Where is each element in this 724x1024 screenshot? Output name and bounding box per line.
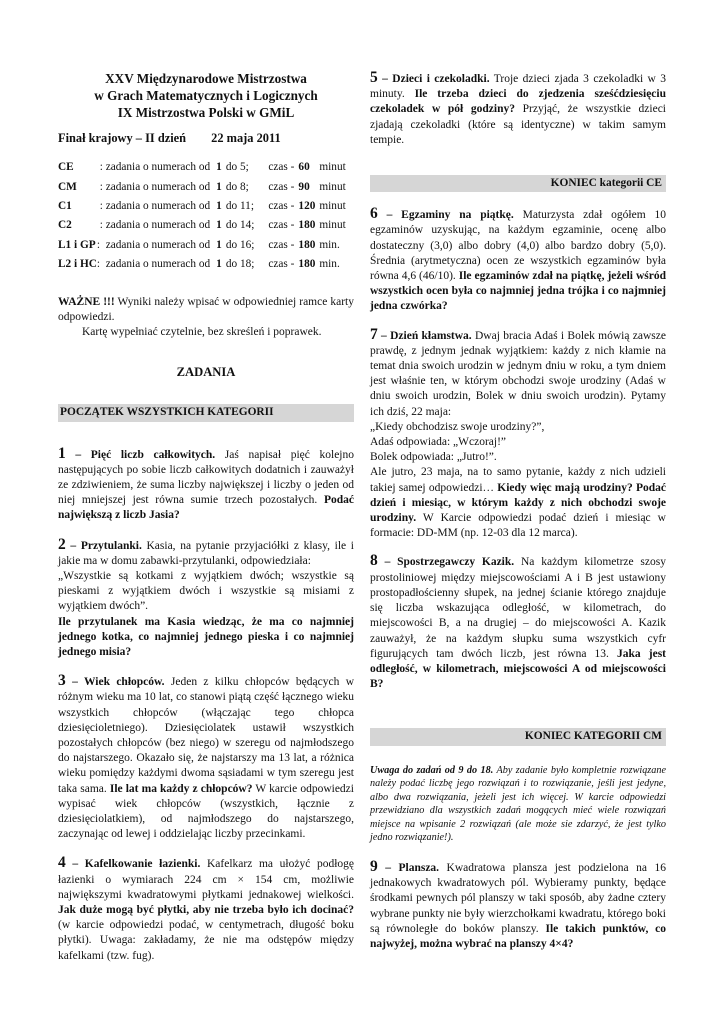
final-label: Finał krajowy – II dzień	[58, 131, 187, 145]
category-sep: :	[96, 258, 103, 271]
problem-8-title: – Spostrzegawczy Kazik.	[377, 556, 515, 569]
problem-1-question: Podać największą z liczb Jasia?	[58, 494, 354, 522]
problem-7-line-c: Bolek odpowiada: „Jutro!”.	[370, 451, 497, 464]
problem-9-title: – Plansza.	[377, 862, 440, 875]
category-row	[58, 255, 346, 274]
problem-3-question: Ile lat ma każdy z chłopców?	[109, 782, 253, 795]
final-row	[58, 131, 354, 146]
category-sep: :	[96, 200, 106, 213]
problem-1-title: – Pięć liczb całkowitych.	[65, 448, 216, 461]
problem-5-question: Ile trzeba dzieci do zjedzenia sześćdziesięciu czekoladek w pół godziny?	[370, 88, 666, 116]
problem-9-question: Ile takich punktów, co najwyżej, można wybrać na planszy 4×4?	[370, 922, 667, 951]
category-code: C2	[58, 219, 72, 232]
problem-5-title: – Dzieci i czekoladki.	[377, 73, 490, 85]
category-unit: minut	[319, 180, 346, 193]
category-to: do 18;	[225, 258, 255, 271]
category-row	[58, 197, 346, 216]
notice-label: WAŻNE !!!	[58, 295, 115, 308]
problem-5: 5 – Dzieci i czekoladki. Troje dzieci zjada 3 czekoladki w 3 minuty. Ile trzeba dzieci do zjedzenia sześćdziesięciu czekoladek w pół godziny? Przyjąć, że wszystkie dzieci zjadają czekoladki (które są identyczne) w takim samym tempie.	[370, 69, 666, 146]
category-to: do 5;	[225, 161, 249, 174]
category-to: do 11;	[225, 200, 254, 213]
category-code: CE	[58, 161, 74, 174]
problem-7-question: Kiedy więc mają urodziny? Podać dzień i miesiąc, w którym każdy z nich obchodzi swoje urodziny.	[370, 481, 666, 525]
final-date: 22 maja 2011	[211, 131, 281, 145]
title-line-3: IX Mistrzostwa Polski w GMiL	[117, 105, 295, 120]
category-time-label: czas -	[268, 219, 295, 232]
category-time: 90	[298, 180, 310, 193]
category-sep: :	[96, 161, 106, 174]
category-from: 1	[216, 161, 222, 174]
category-to: do 8;	[225, 180, 249, 193]
end-cm-banner: KONIEC KATEGORII CM	[370, 728, 666, 745]
category-time: 180	[298, 258, 316, 271]
problem-9: 9 – Plansza. Kwadratowa plansza jest podzielona na 16 jednakowych kwadratowych pól. Wybieramy punkty, będące środkami pewnych pól planszy w taki sposób, aby żadne cztery wybrane punkty nie były wierzchołkami kwadratu, którego boki są równoległe do boków planszy. Ile takich punktów, co najwyżej, można wybrać na planszy 4×4?	[370, 858, 667, 951]
category-unit: minut	[319, 161, 346, 174]
note: Uwaga do zadań od 9 do 18. Aby zadanie było kompletnie rozwiązane należy podać liczbę jego rozwiązań i to rozwiązanie, jeśli jest jedyne, albo dwa rozwiązania, jeżeli jest ich więcej. W karcie odpowiedzi przewidziano dla wszystkich zadań mogących mieć wiele rozwiązań miejsce na wpisanie 2 rozwiązań (ale może sie zdarzyć, że jest tylko jedno rozwiązanie!).	[370, 764, 666, 844]
category-code: L1 i GP	[58, 238, 96, 251]
end-ce-banner: KONIEC kategorii CE	[370, 175, 666, 192]
category-from: 1	[216, 219, 222, 232]
left-column	[58, 70, 354, 964]
notice-text-1: Wyniki należy wpisać w odpowiedniej ramce karty odpowiedzi.	[58, 295, 354, 323]
category-from: 1	[216, 258, 222, 271]
category-code: CM	[58, 180, 77, 193]
zadania-heading: ZADANIA	[176, 365, 236, 380]
problem-8-question: Jaka jest odległość, w kilometrach, miejscowości A od miejscowości B?	[370, 647, 666, 691]
problem-7: 7 – Dzień kłamstwa. Dwaj bracia Adaś i Bolek mówią zawsze prawdę, z jednym jednak wyjątkiem: każdy z nich kłamie na temat dnia swoich urodzin w jednym dniu w roku, a tym dniem jest właśnie ten, w którym obchodzi swoje urodziny (Adaś w dniu swoich urodzin, Bolek w dniu swoich urodzin). Pytamy ich dziś, 22 maja:	[370, 325, 666, 418]
category-desc: zadania o numerach od	[105, 238, 211, 251]
right-column	[370, 70, 666, 952]
problem-7-title: – Dzień kłamstwa.	[377, 329, 472, 342]
category-time: 180	[298, 238, 316, 251]
problem-4-title: – Kafelkowanie łazienki.	[65, 858, 201, 871]
category-time-label: czas -	[268, 200, 295, 213]
title-line-1: XXV Międzynarodowe Mistrzostwa	[105, 71, 307, 86]
category-sep: :	[96, 180, 106, 193]
category-sep: :	[96, 219, 106, 232]
category-time-label: czas -	[268, 258, 295, 271]
problem-2-title: – Przytulanki.	[65, 539, 142, 552]
category-time-label: czas -	[268, 180, 295, 193]
problem-2: 2 – Przytulanki. Kasia, na pytanie przyjaciółki z klasy, ile i jakie ma w domu zabawki-przytulanki, odpowiedziała:	[58, 535, 354, 567]
problem-3-title: – Wiek chłopców.	[65, 676, 165, 689]
problem-6-title: – Egzaminy na piątkę.	[377, 209, 514, 222]
category-row	[58, 178, 346, 197]
problem-4-question: Jak duże mogą być płytki, aby nie trzeba było ich docinać?	[58, 904, 354, 917]
notice-text-2: Kartę wypełniać czytelnie, bez skreśleń i poprawek.	[82, 325, 322, 338]
problem-3: 3 – Wiek chłopców. Jeden z kilku chłopców będących w różnym wieku ma 10 lat, co stanowi piątą część łącznego wieku wszystkich chłopców (włączając tego chłopca dziesięcioletniego). Dziesięciolatek ustawił wszystkich pozostałych chłopców (bez niego) w szeregu od najmłodszego do najstarszego. Okazało się, że najstarszy ma 13 lat, a różnica wieku pomiędzy każdymi dwoma sąsiadami w tym szeregu jest taka sama. Ile lat ma każdy z chłopców? W karcie odpowiedzi wypisać wiek chłopców (wszystkich, łącznie z dziesięciolatkiem), od najmłodszego do najstarszego, zaczynając od lewej i oddzielając liczby przecinkami.	[58, 672, 354, 841]
category-row	[58, 236, 346, 255]
category-sep: :	[96, 238, 103, 251]
start-banner: POCZĄTEK WSZYSTKICH KATEGORII	[58, 404, 354, 421]
category-unit: minut	[319, 219, 346, 232]
category-time-label: czas -	[268, 161, 295, 174]
category-code: C1	[58, 200, 72, 213]
category-to: do 14;	[225, 219, 255, 232]
category-row	[58, 158, 346, 177]
note-lead: Uwaga do zadań od 9 do 18.	[370, 764, 494, 776]
category-to: do 16;	[225, 238, 255, 251]
problem-8: 8 – Spostrzegawczy Kazik. Na każdym kilometrze szosy prostoliniowej między miejscowościami A i B jest ustawiony prostopadłościenny słupek, na jednej ścianie którego znajduje się liczba wskazująca odległość, w kilometrach, do miejscowości B, a na drugiej – do miejscowości A. Kazik zauważył, że na każdym słupku suma wszystkich cyfr figurujących tam dwóch liczb, jest równa 13. Jaka jest odległość, w kilometrach, miejscowości A od miejscowości B?	[370, 552, 666, 691]
category-time: 120	[298, 200, 316, 213]
category-unit: min.	[319, 258, 340, 271]
category-time: 180	[298, 219, 316, 232]
category-unit: min.	[319, 238, 340, 251]
category-code: L2 i HC	[58, 258, 97, 271]
category-desc: zadania o numerach od	[105, 180, 211, 193]
problem-7-line-b: Adaś odpowiada: „Wczoraj!”	[370, 436, 507, 449]
categories-table	[58, 158, 346, 274]
problem-6: 6 – Egzaminy na piątkę. Maturzysta zdał ogółem 10 egzaminów uzyskując, na każdym egzaminie, ocenę albo dostateczny (3,0) albo dobry (4,0) albo bardzo dobry (5,0). Średnia (arytmetyczna) ocen ze wszystkich egzaminów była równa 4,6 (46/10). Ile egzaminów zdał na piątkę, jeżeli wśród wszystkich ocen była co najmniej jedna trójka i co najmniej jedna czwórka?	[370, 205, 666, 313]
problem-2-quote: „Wszystkie są kotkami z wyjątkiem dwóch; wszystkie są pieskami z wyjątkiem dwóch i wszystkie są misiami z wyjątkiem dwóch”.	[58, 569, 354, 613]
category-from: 1	[216, 238, 222, 251]
category-desc: zadania o numerach od	[105, 219, 211, 232]
category-row	[58, 216, 346, 235]
category-desc: zadania o numerach od	[105, 200, 211, 213]
notice	[58, 295, 354, 325]
title-line-2: w Grach Matematycznych i Logicznych	[94, 88, 318, 103]
category-time-label: czas -	[268, 238, 295, 251]
category-desc: zadania o numerach od	[105, 258, 211, 271]
category-from: 1	[216, 180, 222, 193]
category-from: 1	[216, 200, 222, 213]
problem-7-line-a: „Kiedy obchodzisz swoje urodziny?”,	[370, 420, 545, 433]
problem-4: 4 – Kafelkowanie łazienki. Kafelkarz ma ułożyć podłogę łazienki o wymiarach 224 cm × 154 cm, możliwie największymi kwadratowymi płytkami jednakowej wielkości. Jak duże mogą być płytki, aby nie trzeba było ich docinać? (w karcie odpowiedzi podać, w centymetrach, długość boku płytki). Uwaga: zakładamy, że nie ma odstępów między kafelkami (tzw. fug).	[58, 854, 354, 962]
problem-1: 1 – Pięć liczb całkowitych. Jaś napisał pięć kolejno następujących po sobie liczb całkowitych dodatnich i zauważył ze zdziwieniem, że suma liczby największej i liczby o jeden od niej mniejszej jest równa sumie trzech pozostałych. Podać największą z liczb Jasia?	[58, 444, 355, 522]
category-desc: zadania o numerach od	[105, 161, 211, 174]
problem-6-question: Ile egzaminów zdał na piątkę, jeżeli wśród wszystkich ocen była co najmniej jedna trójka i co najmniej jedna czwórka?	[370, 270, 666, 313]
problem-2-question: Ile przytulanek ma Kasia wiedząc, że ma co najmniej jednego kotka, co najmniej jednego pieska i co najmniej jednego misia?	[58, 615, 354, 658]
category-unit: minut	[319, 200, 346, 213]
category-time: 60	[298, 161, 310, 174]
problem-7-rest: Ale jutro, 23 maja, na to samo pytanie, każdy z nich udzieli takiej samej odpowiedzi… Kiedy więc mają urodziny? Podać dzień i miesiąc, w którym każdy z nich obchodzi swoje urodziny. W Karcie odpowiedzi podać dzień i miesiąc w formacie: DD-MM (np. 12-03 dla 12 marca).	[370, 466, 666, 540]
